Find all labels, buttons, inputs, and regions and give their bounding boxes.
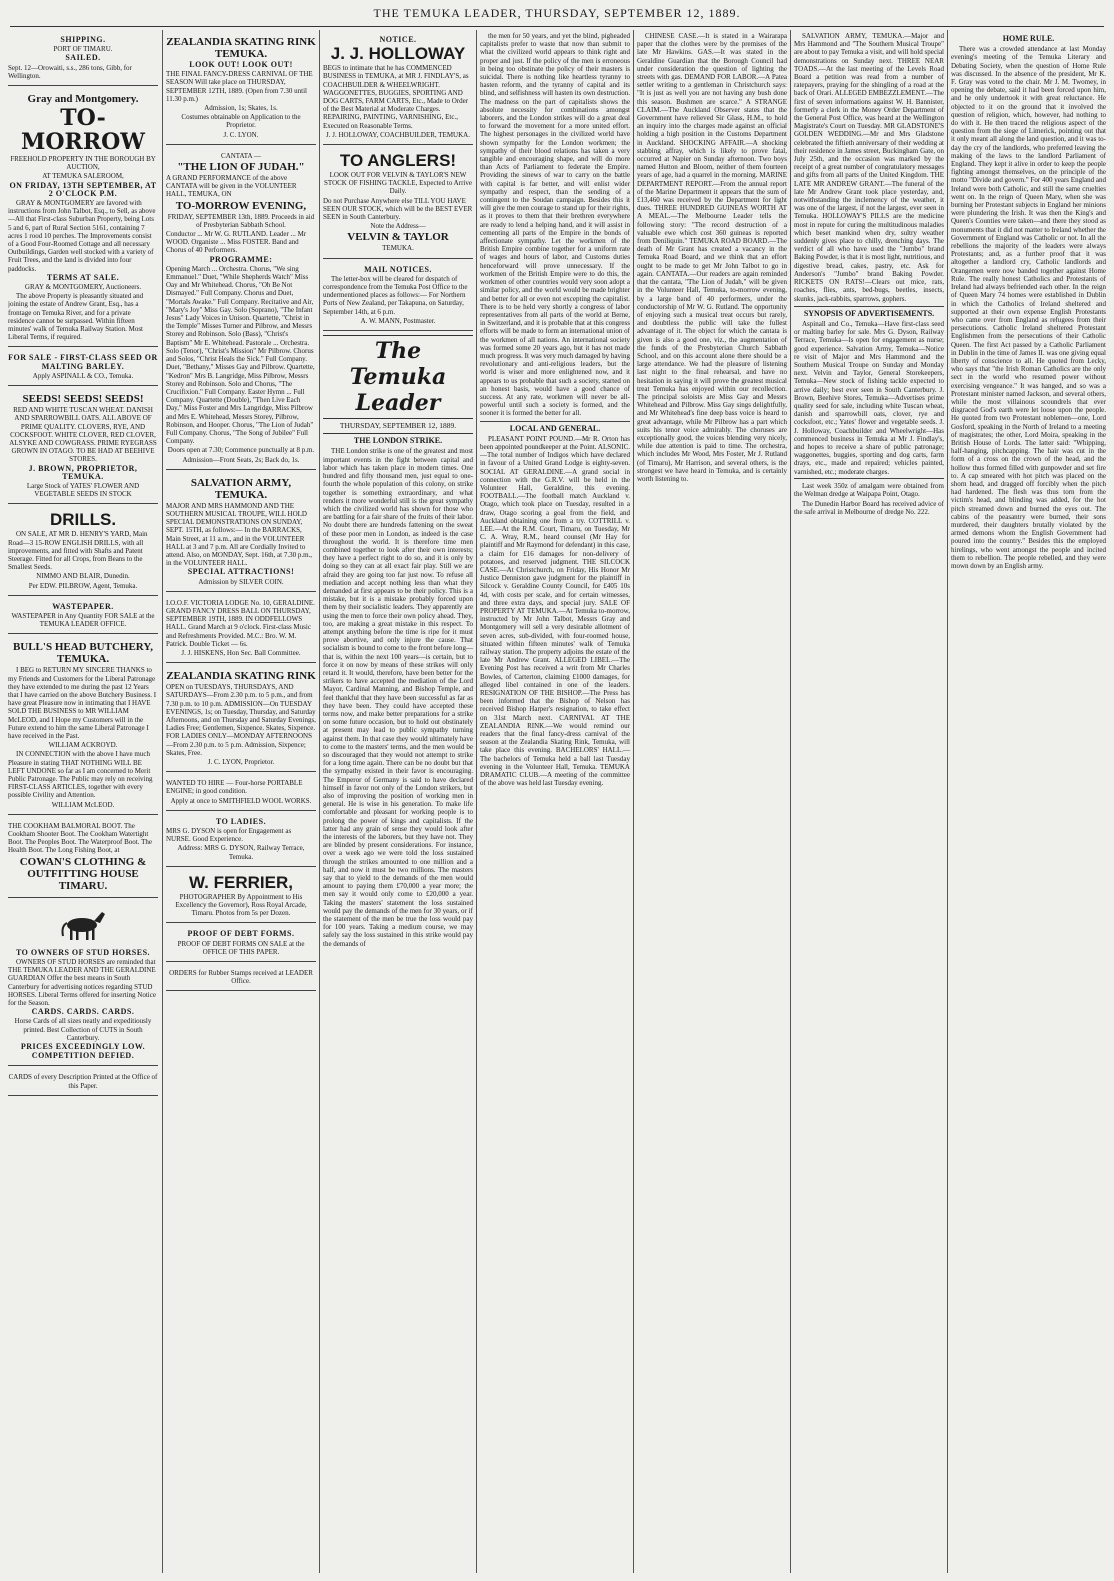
butchery-advert [8, 637, 158, 814]
home-rule-heading: HOME RULE. [1002, 34, 1055, 43]
seeds-heading: SEEDS! SEEDS! SEEDS! [22, 393, 144, 406]
barley-heading: FOR SALE - FIRST-CLASS SEED OR MALTING BARLEY. [8, 353, 158, 371]
carnival-body: THE FINAL FANCY-DRESS CARNIVAL OF THE SEASON Will take place on THURSDAY, SEPTEMBER 12TH, 1889. (Open from 7.30 until 11.30 p.m.) [166, 70, 313, 103]
programme-heading: PROGRAMME: [209, 254, 273, 264]
cantata-doors: Doors open at 7.30; Commence punctually at 8 p.m. [167, 446, 315, 455]
column-6 [794, 32, 944, 1573]
drills-advert [8, 507, 158, 595]
lookout-line: LOOK OUT! LOOK OUT! [189, 60, 293, 69]
rink-hours-advert [166, 666, 316, 772]
butchery-body: I BEG to RETURN MY SINCERE THANKS to my Friends and Customers for the Liberal Patronage they have extended to me during the past 12 Years that I have carried on the above Butchery Business. I have great Pleasure now in intimating that I HAVE SOLD THE BUSINESS to MR WILLIAM McLEOD, and I Hope my Customers will in the Future extend to him the same Liberal Patronage I have received in the Past. [8, 666, 157, 740]
ferrier-body: PHOTOGRAPHER By Appointment to His Excellency the Governor), Ross Royal Arcade, Timaru. Photos from 5s per Dozen. [175, 892, 307, 918]
cards-footer: CARDS of every Description Printed at the Office of this Paper. [8, 1073, 158, 1090]
rink2-body: OPEN on TUESDAYS, THURSDAYS, AND SATURDAYS—From 2.30 p.m. to 5 p.m., and from 7.30 p.m. to 10 p.m. ADMISSION—On TUESDAY EVENINGS, 1s; on Tuesday, Thursday, and Saturday Afternoons, and on Thursday and Saturday Evenings, Ladies Free; Gentlemen, Sixpence. Skates, Sixpence. FOR LADIES ONLY—MONDAY AFTERNOONS—From 2.30 p.m. to 5 p.m. Admission, Sixpence; Skates, Free. [166, 683, 316, 757]
ferrier-heading: W. FERRIER, [189, 872, 293, 892]
cards-footer-advert [8, 1069, 158, 1095]
mcleod-body: IN CONNECTION with the above I have much Pleasure in stating THAT NOTHING WILL BE LEFT UNDONE so far as I am concerned to Merit Public Patronage. The Public may rely on receiving FIRST-CLASS ARTICLES, together with every possible Civility and Attention. [8, 750, 153, 800]
cookham-body: THE COOKHAM BALMORAL BOOT. The Cookham Shooter Boot. The Cookham Watertight Boot. The Peoples Boot. The Waterproof Boot. The Health Boot. The Long Fishing Boot, at [8, 821, 152, 855]
auction-firm: Gray and Montgomery. [27, 93, 139, 106]
newspaper-title: The Temuka Leader [323, 335, 473, 419]
seeds-advert [8, 389, 158, 504]
drills-heading: DRILLS. [49, 510, 117, 530]
column-5 [637, 32, 787, 1573]
strike-article-continued: the men for 50 years, and yet the blind, pigheaded capitalists prefer to waste that now than submit to what the civilized world appears to think right and proper and just. If the policy of the men is erroneous in being too obstinate the policy of their masters is suicidal. There is nothing like heartless tyranny to hasten reform, and the tyranny of capital and its blind, and selfishness will hasten its own destruction. The madness on the part of capitalists shows the absolute necessity for combinations amongst laborers, and the London strikes will do a great deal to forward the movement for a more united effort. The highest personages in the civilized world have shown sympathy for the London workmen; the sympathy of their blood relations has taken a very tangible and encouraging shape, and will do more than Acts of Parliament to federate the Empire. Providing the sinews of war to carry on the battle with capital is far better, and will enlist wider sympathy and respect, than the sending of a contingent to the Soudan campaign. Besides this it will give the men courage to stand up for their rights, as it proves to them that their brethren everywhere are ready to lend a helping hand, and it will assist in cementing all parts of the Empire in the bonds of affectionate sympathy. Let the workmen of the British Empire combine together for a uniform rate of wages and hours of labor, and Customs duties henceforward will prove unnecessary. If the workmen of the British Empire were to do this, the workmen of other countries would very soon adopt a similar policy, and the world would be made brighter and better for all or even not excepting the capitalist. There is to be held very shortly a congress of labor representatives from all parts of the world at Berne, in Switzerland, and it is probable that at this congress efforts will be made to form an international union of the workmen of all nations. An international society was formed some 20 years ago, but it has not made much progress. It was very much damaged by having revolutionary and anti-religious leaders, but the world is wiser and more enlightened now, and it appears to us probable that such a society, started on an honest basis, would have a good chance of success. At any rate, workmen will never be all-powerful until such a society is formed, and the sooner it is formed the better for all. [480, 32, 630, 418]
cantata-admission: Admission—Front Seats, 2s; Back do, 1s. [182, 455, 300, 464]
synopsis-heading: SYNOPSIS OF ADVERTISEMENTS. [794, 306, 944, 318]
anglers-heading: TO ANGLERS! [339, 151, 457, 171]
ladies-address: Address: MRS G. DYSON, Railway Terrace, Temuka. [177, 844, 305, 861]
debt-forms-advert [166, 926, 316, 962]
shipping-port: PORT OF TIMARU. [53, 45, 113, 54]
local-news-continued: CHINESE CASE.—It is stated in a Wairarapa paper that the clothes were by the premises of the late Mr Hawkins. GAS.—It was stated in the Geraldine Guardian that the Borough Council had under consideration the question of lighting the streets with gas. DEMAND FOR LABOR.—A Patea settler writing to a gentleman in Christchurch says: "It is just as well you are not having any bush done this season. Bushmen are scarce." A STRANGE CLAIM.—The Auckland Observer states that the Government have relieved Sir Glass, H.M., to hold an inquiry into the charges made against an official holding a high position in the Customs Department in Auckland. SHOCKING AFFAIR.—A shocking stabbing affray, which is likely to prove fatal, occurred at Napier on Sunday afternoon. Two boys named Hutton and Bloom, neither of them fourteen years of age, had a quarrel in the morning. MARINE DEPARTMENT REPORT.—From the annual report of the Marine Department it appears that the sum of £13,460 was received by the Department for light dues. THREE HUNDRED GUINEAS WORTH AT A MEAL.—The Melbourne Leader tells the following story: "The record destruction of a valuable ewe which cost 360 guineas is reported from Deniliquin." TEMUKA ROAD BOARD.—The death of Mr Grant has created a vacancy in the Temuka Road Board, and we think that an effort ought to be made to get Mr John Talbot to go in again. CANTATA.—Our readers are again reminded that the cantata, "The Lion of Judah," will be given in the Volunteer Hall, Temuka, to-morrow evening, by a large band of 40 performers, under the conductorship of Mr W. G. Rutland. The opportunity of enjoying such a musical treat occurs but rarely, and doubtless the public will take the fullest advantage of it. The object for which the cantata is given is also a good one, viz., the augmentation of the funds of the Presbyterian Church Sabbath School, and on this account alone there should be a large attendance. We had the pleasure of listening last night to the final rehearsal, and have no hesitation in saying it will prove the greatest musical treat Temuka has enjoyed within our recollection. The principal soloists are Miss Gay and Messrs Whitehead and Pilbrow. Miss Gay sings delightfully, and Mr Whitehead's fine deep bass voice is heard to great advantage, while Mr Pilbrow has a part which suits his tenor voice admirably. The choruses are exceptionally good, the voices blending very nicely, while due attention is paid to time. The orchestra, which includes Mr Wood, Mrs Foster, Mr J. Rutland (of Timaru), Mr Harrison, and several others, is the strongest we have heard in Temuka, and is certainly worth listening to. [637, 32, 787, 483]
saleroom-line: AT TEMUKA SALEROOM, [42, 172, 124, 181]
holloway-signature: J. J. HOLLOWAY, COACHBUILDER, TEMUKA. [326, 130, 470, 139]
salvation-coin: Admission by SILVER COIN. [198, 577, 284, 586]
synopsis-body: Aspinall and Co., Temuka—Have first-class seed or malting barley for sale. Mrs G. Dyson, Railway Terrace, Temuka—Is open for engagement as nurse; good experience. Salvation Army, Temuka—Notice re visit of Major and Mrs Hammond and the Southern Musical Troupe on Sunday and Monday next. Velvin and Taylor, General Storekeepers, Temuka—New stock of fishing tackle expected to arrive daily; best ever seen in South Canterbury. J. Brown, Beehive Stores, Temuka—Advertises prime quality seed for sale, including white Tuscan wheat, danish and sparrowbill oats, clover, rye and cocksfoot, etc.; Yates' flower and vegetable seeds. J. J. Holloway, Coachbuilder and Wheelwright—Has commenced business in Temuka at Mr J. Findlay's, and hopes to receive a share of public patronage; waggonettes, buggies, sporting and dog carts, farm drays, etc., made and repaired; vehicles painted, varnished, etc.; moderate charges. [794, 319, 944, 476]
ferrier-advert [166, 870, 316, 924]
column-rule [790, 30, 791, 1573]
anglers-body: Do not Purchase Anywhere else TILL YOU HAVE SEEN OUR STOCK, which will be the BEST EVER SEEN in South Canterbury. [323, 196, 473, 222]
cantata-advert [166, 148, 316, 470]
column-rule [319, 30, 320, 1573]
programme-body: Opening March ... Orchestra. Chorus, "We sing Emmanuel." Duet, "While Shepherds Watch" Miss Oay and Mr Whitehead. Chorus, "Oh Be Not Dismayed." Full Company. Chorus and Duet, "Mortals Awake." Full Company. Recitative and Air, "Mary's Joy" Miss Gay. Solo (Soprano), "The Infant Jesus" Lady Voices in Unison. Quartette, "Christ in the Temple" Misses Turner and Pilbrow, and Messrs Storey and Robinson. Solo (Bass), "Christ's Baptism" Mr E. Whitehead. Pastorale ... Orchestra. Solo (Tenor), "Christ's Mission" Mr Pilbrow. Chorus and Solos, "Christ Heals the Sick." Full Company. Duet, "Bethany," Misses Gay and Pilbrow. Quartette, "Kedron" Mrs B. Langridge, Miss Pilbrow, Messrs Storey and Robinson. Solo and Chorus, "The Crucifixion." Full Company. Easter Hymn ... Full Company. Quartette (Double), "Then Live Each Day," Miss Foster and Mrs Langridge, Miss Pilbrow and Mrs E. Whitehead, Messrs Storey, Pilbrow, Robinson, and Hooper. Chorus, "The Lion of Judah" Full Company. Chorus, "The Song of Jubilee" Full Company. [166, 264, 315, 446]
iloof-signature: J. J. HISKENS, Hon Sec. Ball Committee. [181, 648, 301, 657]
shipping-heading: SHIPPING. [60, 35, 106, 44]
competition-line: COMPETITION DEFIED. [31, 1051, 135, 1061]
auction-tail: The above Property is pleasantly situated and joining the estate of Andrew Grant, Esq., has a frontage on Temuka River, and for a private residence cannot be surpassed. Within fifteen minutes' walk of Temuka Railway Station. Most Liberal Terms, if required. [8, 292, 144, 342]
salvation-advert [166, 473, 316, 592]
cards-heading: CARDS. CARDS. CARDS. [31, 1007, 135, 1017]
mail-heading: MAIL NOTICES. [364, 264, 432, 274]
butchery-signature: WILLIAM ACKROYD. [48, 741, 118, 750]
column-rule [476, 30, 477, 1573]
debt-body: PROOF OF DEBT FORMS ON SALE at the OFFICE OF THIS PAPER. [177, 939, 305, 956]
column-2 [166, 32, 316, 1573]
cowan-advert [8, 818, 158, 898]
holloway-advert [323, 32, 473, 145]
strike-article: THE London strike is one of the greatest and most important events in the fight between capital and labor which has taken place in modern times. One hundred and fifty thousand men, just equal to one-fourth the whole population of this colony, on strike together is something extraordinary, and what renders it more wonderful still is the great sympathy which the civilized world has shown for those who are battling for a fair share of the fruits of their labor. No doubt there are hundreds fattening on the sweat of these poor men in London, as indeed is the case throughout the world. It is therefore time men combined together to look after their own interests; they have a perfect right to do so, and it is only by doing so they can at all exact fair play. Still we are afraid they are going too far just now. To refuse all mediation and accept nothing less than what they demanded at first appears to be their policy. This is a mistake, but it is a mistake probably forced upon them by their socialistic leaders. They apparently are using the men to force their own policy ahead. They, too, are making a great mistake in this respect. To attempt anything before the time is ripe for it must prove abortive, and only injure the cause. That socialism is bound to come to the front before long—that is, within the next 100 years—is certain, but to force it on now by means of these strikes will only retard it. It would, therefore, have been better for the strikers to have accepted the mediation of the Lord Mayor, Cardinal Manning, and Bishop Temple, and feel thankful that they have been successful as far as they have been. They could have accepted these terms now, and make better preparations for a strike on some future occasion, but to hold out obstinately at present may lead to public sympathy turning against them. In that case they would ultimately have to come to the masters' terms, and the men would be so discouraged that they would not attempt to strike for a long time again. There can be no doubt but that the sympathy existed in their favor is encouraging. The Emperor of Germany is said to have declared himself in favor not only of the London strikers, but also of improving the position of working men in general. He is wise in his generation. To make life comfortable and pleasant for working people is to prolong the power of kings and capitalists. If the latter had any grain of sense they would look after the interests of the laborers, but they have not. They are blinded by present considerations. For instance, over a week ago we were told the loss sustained through the strikes amounted to one million and a half, and now it must be two millions. The masters say that to yield to the demands of the men would amount to paying them £70,000 a year more; the men say it would only come to £20,000 a year. Taking the masters' statement the loss sustained would pay the demands of the men for 30 years, or if the statement of the men be true the loss would pay for 100 years. Taking a medium course, we may safely say the loss sustained in this strike would pay the demands of [323, 447, 473, 948]
wanted-body: WANTED TO HIRE — Four-horse PORTABLE ENGINE; in good condition. [166, 779, 303, 796]
auction-terms: TERMS AT SALE. [46, 272, 120, 282]
anglers-note: Note the Address— [370, 222, 426, 231]
rink2-heading: ZEALANDIA SKATING RINK [166, 670, 316, 683]
prices-line: PRICES EXCEEDINGLY LOW. [20, 1042, 146, 1052]
debt-heading: PROOF OF DEBT FORMS. [187, 929, 295, 939]
auction-body: GRAY & MONTGOMERY are favored with instructions from John Talbot, Esq., to Sell, as above—All that First-class Suburban Property, being Lots 5 and 6, part of Rural Section 5161, containing 7 acres 1 rood 10 perches. The Improvements consist of a Good Four-Roomed Cottage and all necessary Outbuildings, Garden well stocked with a variety of Fruit Trees, and the land is divided into four paddocks. [8, 199, 156, 273]
notice-label: NOTICE. [379, 35, 417, 44]
ladies-advert [166, 814, 316, 867]
ladies-body: MRS G. DYSON is open for Engagement as NURSE. Good Experience. [166, 827, 292, 844]
seeds-body: RED AND WHITE TUSCAN WHEAT. DANISH AND SPARROWBILL OATS. ALL ABOVE OF PRIME QUALITY. CLOVERS, RYE, AND COCKSFOOT. WHITE CLOVER, RED CLOVER, ALSYKE AND COWGRASS. PRIME RYEGRASS GROWN IN OTAGO. TO BE HAD AT BEEHIVE STORES. [9, 406, 157, 464]
drills-body: ON SALE, AT MR D. HENRY'S YARD, Main Road—3 15-ROW ENGLISH DRILLS, with all improvements, and fitted with Shafts and Patent Steerage. Fitted for all Crops, from Beans to the Smallest Seeds. [8, 530, 148, 572]
barley-apply: Apply ASPINALL & CO., Temuka. [32, 371, 134, 380]
cantata-label: CANTATA — [221, 151, 261, 160]
butchery-heading: BULL'S HEAD BUTCHERY, TEMUKA. [12, 641, 154, 666]
carnival-costumes: Costumes obtainable on Application to the Proprietor. [181, 113, 301, 130]
anglers-lookout: LOOK OUT FOR VELVIN & TAYLOR'S NEW STOCK OF FISHING TACKLE, Expected to Arrive Daily. [324, 171, 472, 196]
masthead: THE TEMUKA LEADER, THURSDAY, SEPTEMBER 12, 1889. [10, 6, 1104, 27]
dredge-note: Last week 350z of amalgam were obtained from the Welman dredge at Waipapa Point, Otago. [794, 478, 944, 498]
auction-signature: GRAY & MONTGOMERY, Auctioneers. [24, 283, 142, 292]
horse-cut-icon [58, 908, 108, 942]
iloof-body: I.O.O.F. VICTORIA LODGE No. 10, GERALDINE. GRAND FANCY DRESS BALL ON THURSDAY, SEPTEMBER 19TH, 1889. IN ODDFELLOWS HALL. Grand March at 9 o'clock. First-class Music and Refreshments Provided. M.C.: Bro. W. M. Patrick. Double Ticket — 6s. [166, 598, 315, 648]
stud-advert [8, 901, 158, 1067]
column-rule [633, 30, 634, 1573]
shipping-line: Sept. 12—Orowaiti, s.s., 286 tons, Gibb, for Wellington. [8, 63, 132, 80]
column-rule [947, 30, 948, 1573]
editorial-dateline: THURSDAY, SEPTEMBER 12, 1889. [323, 421, 473, 434]
auction-advert [8, 89, 158, 347]
holloway-body: BEGS to intimate that he has COMMENCED BUSINESS in TEMUKA, at MR J. FINDLAY'S, as COACHBUILDER & WHEELWRIGHT. WAGGONETTES, BUGGIES, SPORTING AND DOG CARTS, FARM CARTS, Etc., Made to Order of the Best Material at Moderate Charges. REPAIRING, PAINTING, VARNISHING, Etc., Executed on Reasonable Terms. [323, 64, 469, 130]
stud-heading: TO OWNERS OF STUD HORSES. [15, 947, 151, 957]
shipping-sailed: SAILED. [65, 53, 101, 63]
anglers-advert [323, 148, 473, 259]
salvation-heading: SALVATION ARMY, TEMUKA. [190, 476, 292, 501]
shipping-notice [8, 32, 158, 86]
cards-body: Horse Cards of all sizes neatly and expeditiously printed. Best Collection of CUTS in South Canterbury. [14, 1017, 152, 1042]
wanted-advert [166, 775, 316, 811]
tomorrow-heading: TO-MORROW [21, 105, 145, 156]
wastepaper-heading: WASTEPAPER. [52, 601, 114, 611]
holloway-heading: J. J. HOLLOWAY [330, 44, 466, 64]
salvation-body: MAJOR AND MRS HAMMOND AND THE SOUTHERN MUSICAL TROUPE, WILL HOLD SPECIAL DEMONSTRATIONS ON SUNDAY, SEPT. 15TH, as follows:— In the BARRACKS, Main Street, at 11 a.m., and in the VOLUNTEER HALL at 3 and 7 p.m. All are Cordially Invited to attend. Also, on MONDAY, Sept. 16th, at 7.30 p.m., in the VOLUNTEER HALL. [166, 501, 313, 568]
harbour-note: The Dunedin Harbor Board has received advice of the safe arrival in Melbourne of dredge No. 222. [794, 500, 944, 517]
local-news: PLEASANT POINT POUND.—Mr R. Orton has been appointed poundkeeper at the Point. ALSONIC.—The total number of Indigos which have declared in favour of a United Grand Lodge is eighty-seven. SOCIAL AT GERALDINE.—A grand social in connection with the G.R.V. will be held in the Volunteer Hall, Geraldine, this evening. FOOTBALL.—The football match Auckland v. Otago, which took place on Tuesday, resulted in a draw, Otago scoring a goal from the field, and Auckland obtaining one from a try. COTTRILL v. LEE.—At the R.M. Court, Timaru, on Tuesday, Mr C. A. Wray, R.M., heard counsel (Mr Hay for plaintiff and Mr Raymond for defendant) in this case, a claim for £16 damages for non-delivery of potatoes, and reserved judgment. THE SILCOCK CASE.—At Christchurch, on Friday, His Honor Mr Justice Denniston gave judgment for the plaintiff in Silcock v. Geraldine County Council, for £405 10s 4d, with costs per scale, and for certain witnesses, and three extra days, and special jury. SALE OF PROPERTY AT TEMUKA.—At Temuka to-morrow, instructed by Mr John Talbot, Messrs Gray and Montgomery will sell a very desirable allotment of seven acres, sub-divided, with four-roomed house, situated within fifteen minutes' walk of Temuka railway station. The property adjoins the estate of the late Mr Andrew Grant. ALLEGED LIBEL.—The Evening Post has received a writ from Mr Charles Bowles, of Carterton, claiming £1000 damages, for alleged libel contained in one of the leaders. RESIGNATION OF THE BISHOP.—The Press has been informed that the Bishop of Nelson has received Bishop Harper's resignation, to take effect on 31st March next. CARNIVAL AT THE ZEALANDIA RINK.—We would remind our readers that the final fancy-dress carnival of the season at the Zealandia Skating Rink, Temuka, will take place this evening. BACHELORS' HALL.—The bachelors of Temuka held a ball last Tuesday evening in the Volunteer Hall, Temuka. TEMUKA DRAMATIC CLUB.—A meeting of the committee of the above was held last Tuesday evening. [480, 434, 630, 788]
local-news-col6: SALVATION ARMY, TEMUKA.—Major and Mrs Hammond and "The Southern Musical Troupe" are about to pay Temuka a visit, and will hold special demonstrations on Sunday next. THREE NEAR TOADS.—At the last meeting of the Levels Road Board a petition was read from a number of ratepayers, praying for the shingling of a road at the back of Orari. ALLEGED EMBEZZLEMENT.—The first of seven informations against W. H. Bannister, formerly a clerk in the Money Order Department of the General Post Office, was heard at the Wellington Magistrate's Court on Tuesday. MR GLADSTONE'S GOLDEN WEDDING.—Mr and Mrs Gladstone celebrated the fiftieth anniversary of their wedding at their residence in James street, Buckingham Gate, on July 25th, and the occasion was marked by the receipt of a great number of congratulatory messages and gifts from all parts of the United Kingdom. THE LATE MR ANDREW GRANT.—The funeral of the late Mr Andrew Grant took place yesterday, and, notwithstanding the inclemency of the weather, it was one of the largest, if not the largest, ever seen in Temuka. HOLLOWAY'S PILLS are the medicine most in repute for curing the multitudinous maladies which beset mankind when dry, sultry weather suddenly gives place to chilly, drenching days. The verdict of all who have used the "Jumbo" brand Baking Powder, is that it is most light, nutritious, and digestive bread, cakes, pastry, etc. Ask for Anderson's "Jumbo" brand Baking Powder. RICKETS ON RATS!—Clears out mice, rats, roaches, flies, ants, bed-bugs, beetles, insects, skunks, jack-rabbits, sparrows, gophers. [794, 32, 944, 303]
rubber-body: ORDERS for Rubber Stamps received at LEADER Office. [169, 969, 313, 986]
cantata-title: "THE LION OF JUDAH." [177, 161, 305, 174]
rink-heading: ZEALANDIA SKATING RINK TEMUKA. [166, 36, 316, 60]
column-3 [323, 32, 473, 1573]
home-rule-article: There was a crowded attendance at last Monday evening's meeting of the Temuka Literary and Debating Society, when the question of Home Rule was discussed. In the absence of the president, Mr K. F. Gray was voted to the chair. Mr J. M. Twomey, in opening the debate, said it had been forced upon him, and he only undertook it with great reluctance. He objected to it on the ground that it involved the question of religion, which, however, had nothing to do with it. He then traced the religious aspect of the question from the siege of Limerick, pointing out that it only meant all along the land question, and it was to-day the cry of the landlords, who preferred leaving the making of the laws to the landlord Parliament of England. They kept it alive in order to keep the people fighting amongst themselves, on the principle of the motto "Divide and govern." For 400 years England and Ireland were both Catholic, and still the same cruelties went on. In the reign of Queen Mary, when she was burning her Protestant subjects in England her minions were plundering the Irish. It was then the King's and Queen's Counties were taken—and there they stood as monuments that it did not matter to Ireland whether the Government of England was Catholic or not. In all the rebellions the majority of the leaders were always Protestants; and, as a further proof that it was altogether a landlord cry, Catholic landlords and Orangemen were now banded together against Home Rule. The really honest Catholics and Protestants of Ireland had always befriended each other. In the reign of Queen Mary 74 homes were established in Dublin in which the Catholics of Ireland sheltered and supported at their own expense English Protestants who came over from England as refugees from their persecutions. Catholic Ireland sheltered Protestant Englishmen from the persecutions of their Catholic Queen. The first Act passed by a Catholic Parliament in Dublin in the time of James II. was one giving equal liberty of conscience to all. He quoted from Lecky, who says that "the Irish Roman Catholics are the only sect in the world who resumed power without exercising vengeance." It was hanged, and so was a Protestant minister named Jackson, and several others, while the most villainous scoundrels that ever disgraced God's earth were let loose upon the people. He quoted from two Protestant noblemen—one, Lord Gosford, speaking in the North of Ireland to a meeting of magistrates; the other, Lord Moira, speaking in the British House of Lords. The latter said: "Whipping, half-hanging, pitchcapping. The hair was cut in the form of a cross on the crown of the head, and the hollow thus formed filled with gunpowder and set fire to. A cap smeared with hot pitch was placed on the shorn head, and dragged off forcibly when the pitch had hardened. The flesh was thus torn from the victim's head, and blinding was added, for the hot pitch streamed down and burned the eyes out. The cabins of the peasantry were burned, their sons murdered, their daughters brutally violated by the armed demons whom the English Government had poured into the country." Besides this the employed hirelings, who went amongst the people and incited them to rebellion. The people rebelled, and they were mown down by an English army. [951, 45, 1106, 570]
drills-maker: NIMMO AND BLAIR, Dunedin. [36, 572, 130, 581]
carnival-admission: Admission, 1s; Skates, 1s. [204, 104, 278, 113]
cantata-date: FRIDAY, SEPTEMBER 13th, 1889. Proceeds in aid of Presbyterian Sabbath School. [167, 212, 315, 229]
freehold-line: FREEHOLD PROPERTY IN THE BOROUGH BY AUCTION, [10, 155, 156, 172]
velvin-town: TEMUKA. [382, 244, 414, 253]
mcleod-signature: WILLIAM McLEOD. [51, 800, 115, 809]
column-rule [162, 30, 163, 1573]
cantata-conductor: Conductor ... Mr W. G. RUTLAND. Leader ... Mr WOOD. Organiste ... Miss FOSTER. Band and Chorus of 40 Performers. [166, 230, 307, 255]
wanted-apply: Apply at once to SMITHFIELD WOOL WORKS. [170, 796, 312, 805]
wastepaper-body: WASTEPAPER in Any Quantity FOR SALE at the TEMUKA LEADER OFFICE. [11, 611, 155, 629]
stud-body: OWNERS OF STUD HORSES are reminded that THE TEMUKA LEADER AND THE GERALDINE GUARDIAN Offer the best means in South Canterbury for advertising notices regarding STUD HORSES. Liberal Terms offered for inserting Notice for the Season. [8, 958, 156, 1008]
mail-body: The letter-box will be cleared for despatch of correspondence from the Temuka Post Office to the undermentioned places as follows:— For Northern Ports of New Zealand, per Takapuna, on Saturday, September 14th, at 6 p.m. [323, 274, 468, 316]
iloof-advert [166, 595, 316, 663]
ladies-heading: TO LADIES. [215, 816, 267, 826]
salvation-attractions: SPECIAL ATTRACTIONS! [187, 567, 295, 577]
rink-carnival-advert [166, 32, 316, 145]
cantata-tomorrow: TO-MORROW EVENING, [175, 199, 307, 212]
cowan-heading: COWAN'S CLOTHING & OUTFITTING HOUSE TIMARU. [19, 855, 147, 892]
mail-signature: A. W. MANN, Postmaster. [360, 316, 436, 325]
rink2-proprietor: J. C. LYON, Proprietor. [207, 758, 275, 767]
column-4 [480, 32, 630, 1573]
drills-agent: Per EDW. PILBROW, Agent, Temuka. [28, 581, 138, 590]
velvin-heading: VELVIN & TAYLOR [347, 231, 449, 244]
strike-heading: THE LONDON STRIKE. [353, 436, 443, 446]
auction-date: ON FRIDAY, 13TH SEPTEMBER, AT 2 O'CLOCK P.M. [9, 180, 157, 198]
cantata-intro: A GRAND PERFORMANCE of the above CANTATA will be given in the VOLUNTEER HALL, TEMUKA, ON [166, 174, 297, 199]
carnival-proprietor: J. C. LYON. [223, 130, 259, 139]
wastepaper-advert [8, 599, 158, 635]
column-1 [8, 32, 158, 1573]
seeds-proprietor: J. BROWN, PROPRIETOR, TEMUKA. [28, 463, 138, 481]
rubber-stamp-advert [166, 965, 316, 991]
barley-advert [8, 350, 158, 386]
mail-notices [323, 262, 473, 331]
local-heading: LOCAL AND GENERAL. [480, 421, 630, 433]
seeds-yates: Large Stock of YATES' FLOWER AND VEGETABLE SEEDS IN STOCK [26, 481, 140, 499]
column-7 [951, 32, 1106, 1573]
